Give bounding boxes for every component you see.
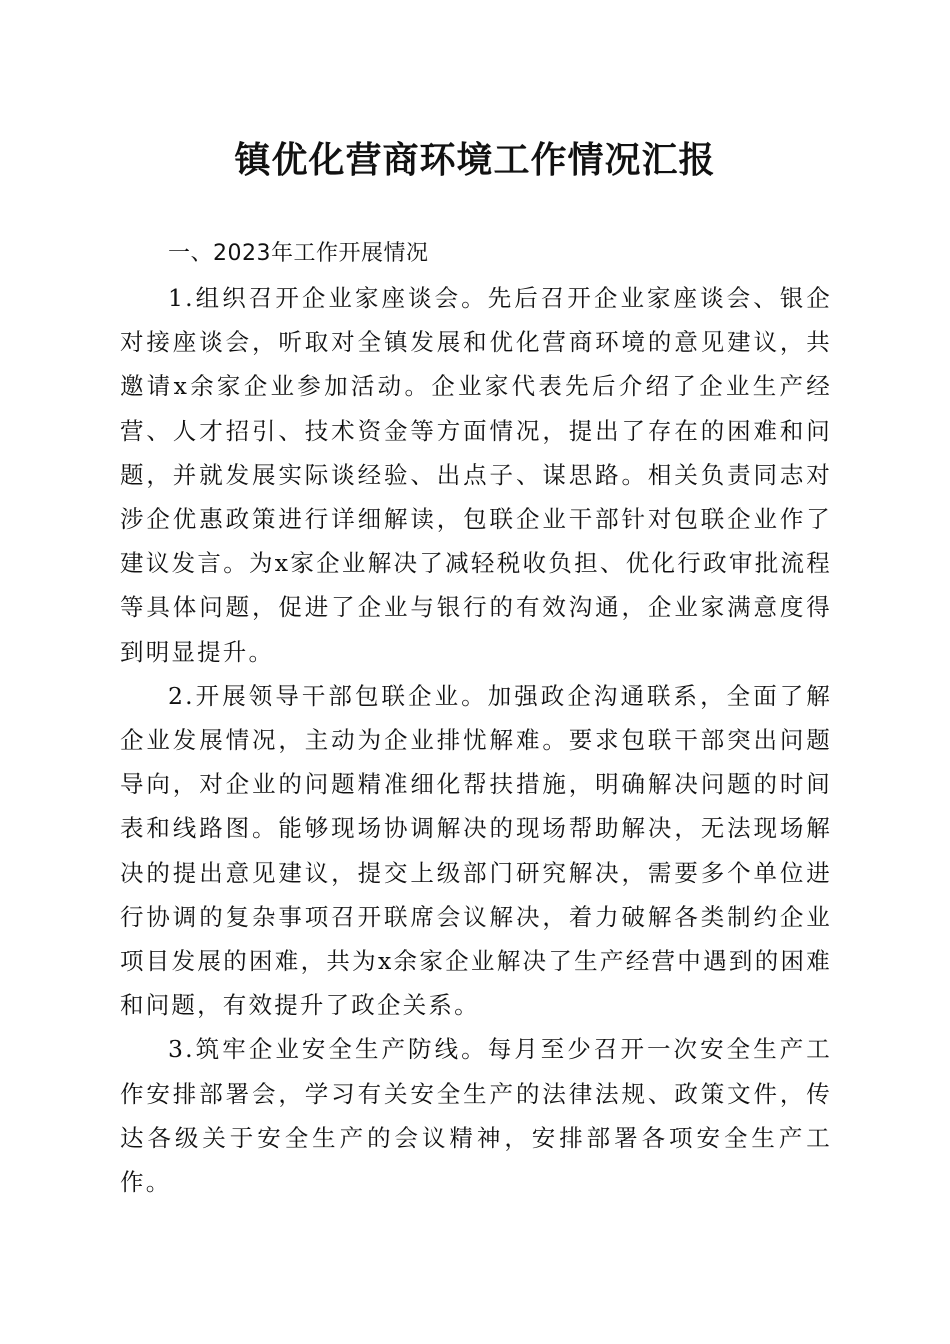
paragraph-3: 3.筑牢企业安全生产防线。每月至少召开一次安全生产工作安排部署会，学习有关安全生产的法律法规、政策文件，传达各级关于安全生产的会议精神，安排部署各项安全生产工作。 <box>120 1035 832 1197</box>
document-body <box>120 232 832 1204</box>
document-title: 镇优化营商环境工作情况汇报 <box>234 139 716 181</box>
paragraph-1: 1.组织召开企业家座谈会。先后召开企业家座谈会、银企对接座谈会，听取对全镇发展和优化营商环境的意见建议，共邀请x余家企业参加活动。企业家代表先后介绍了企业生产经营、人才招引、技术资金等方面情况，提出了存在的困难和问题，并就发展实际谈经验、出点子、谋思路。相关负责同志对涉企优惠政策进行详细解读，包联企业干部针对包联企业作了建议发言。为x家企业解决了减轻税收负担、优化行政审批流程等具体问题，促进了企业与银行的有效沟通，企业家满意度得到明显提升。 <box>120 284 832 666</box>
section-heading: 一、2023年工作开展情况 <box>168 241 429 266</box>
paragraph-2: 2.开展领导干部包联企业。加强政企沟通联系，全面了解企业发展情况，主动为企业排忧解难。要求包联干部突出问题导向，对企业的问题精准细化帮扶措施，明确解决问题的时间表和线路图。能够现场协调解决的现场帮助解决，无法现场解决的提出意见建议，提交上级部门研究解决，需要多个单位进行协调的复杂事项召开联席会议解决，着力破解各类制约企业项目发展的困难，共为x余家企业解决了生产经营中遇到的困难和问题，有效提升了政企关系。 <box>120 681 832 1020</box>
